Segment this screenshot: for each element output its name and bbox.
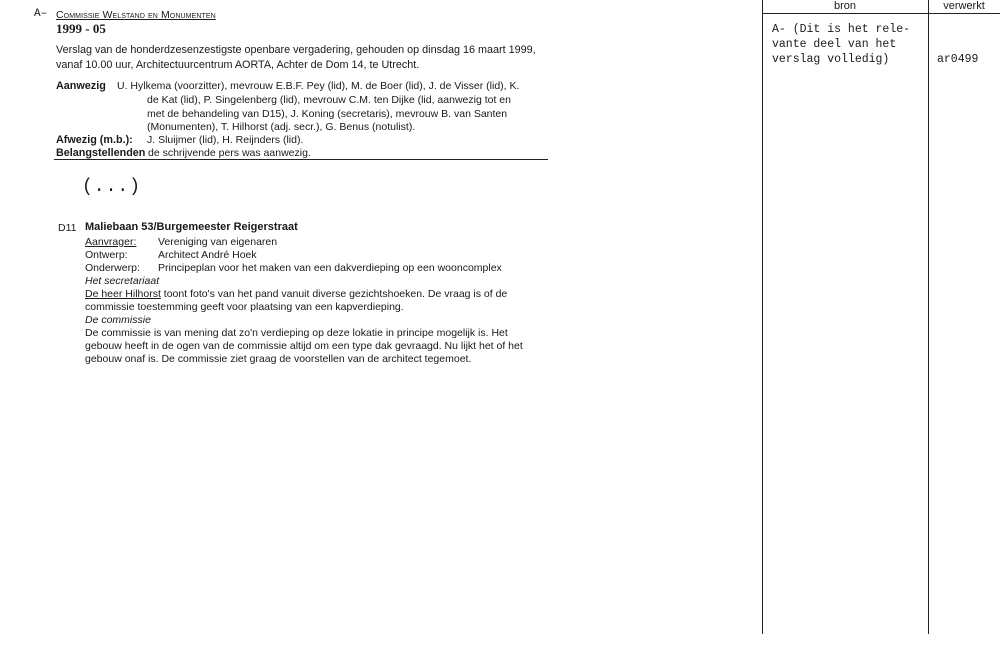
applicant-label: Aanvrager: <box>85 236 137 248</box>
speaker-name: De heer Hilhorst <box>85 288 161 300</box>
organization-title: Commissie Welstand en Monumenten <box>56 9 216 21</box>
secretariat-text: toont foto's van het pand vanuit diverse gezichtshoeken. De vraag is of de <box>160 288 508 300</box>
design-label: Ontwerp: <box>85 249 128 261</box>
intro-line: vanaf 10.00 uur, Architectuurcentrum AORTA, Achter de Dom 14, te Utrecht. <box>56 59 420 71</box>
bron-note: A- (Dit is het rele- vante deel van het verslag volledig) <box>772 23 911 66</box>
commission-line: gebouw heeft in de ogen van de commissie altijd om een type dak gevraagd. Nu lijkt het of het <box>85 340 523 352</box>
interested-text: de schrijvende pers was aanwezig. <box>148 147 311 159</box>
prefix-mark: A– <box>34 8 48 20</box>
verwerkt-column-header: verwerkt <box>943 0 985 12</box>
section-divider <box>54 159 548 160</box>
applicant-value: Vereniging van eigenaren <box>158 236 278 248</box>
intro-text <box>56 43 536 73</box>
design-value: Architect André Hoek <box>158 249 257 261</box>
secretariat-heading: Het secretariaat <box>85 275 160 287</box>
meeting-number: 1999 - 05 <box>56 21 106 36</box>
present-line: (Monumenten), T. Hilhorst (adj. secr.), G. Benus (notulist). <box>147 121 416 133</box>
absent-label: Afwezig (m.b.): <box>56 134 133 146</box>
bron-column-header: bron <box>833 0 857 12</box>
item-code: D11 <box>58 222 77 234</box>
present-line: de Kat (lid), P. Singelenberg (lid), mevrouw C.M. ten Dijke (lid, aanwezig tot en <box>147 94 511 106</box>
secretariat-line: commissie toestemming geeft voor plaatsing van een kapverdieping. <box>85 301 404 313</box>
present-line: U. Hylkema (voorzitter), mevrouw E.B.F. Pey (lid), M. de Boer (lid), J. de Visser (lid), K. <box>117 80 520 92</box>
commission-heading: De commissie <box>85 314 151 326</box>
intro-line: Verslag van de honderdzesenzestigste openbare vergadering, gehouden op dinsdag 16 maart 1999, <box>56 44 536 56</box>
header-underline <box>762 13 1000 14</box>
verwerkt-left-border <box>928 0 929 634</box>
subject-value: Principeplan voor het maken van een dakverdieping op een wooncomplex <box>158 262 502 274</box>
subject-label: Onderwerp: <box>85 262 140 274</box>
present-label: Aanwezig <box>56 80 106 92</box>
commission-line: De commissie is van mening dat zo'n verdieping op deze lokatie in principe mogelijk is. Het <box>85 327 508 339</box>
secretariat-line <box>85 288 507 301</box>
interested-label: Belangstellenden <box>56 147 146 159</box>
item-title: Maliebaan 53/Burgemeester Reigerstraat <box>85 221 298 233</box>
bron-left-border <box>762 0 763 634</box>
absent-text: J. Sluijmer (lid), H. Reijnders (lid). <box>147 134 304 146</box>
commission-line: gebouw onaf is. De commissie ziet graag de voorstellen van de architect tegemoet. <box>85 353 472 365</box>
verwerkt-code: ar0499 <box>937 53 979 66</box>
present-line: met de behandeling van D15), J. Koning (secretaris), mevrouw B. van Santen <box>147 108 508 120</box>
omission-mark: (...) <box>82 177 142 197</box>
